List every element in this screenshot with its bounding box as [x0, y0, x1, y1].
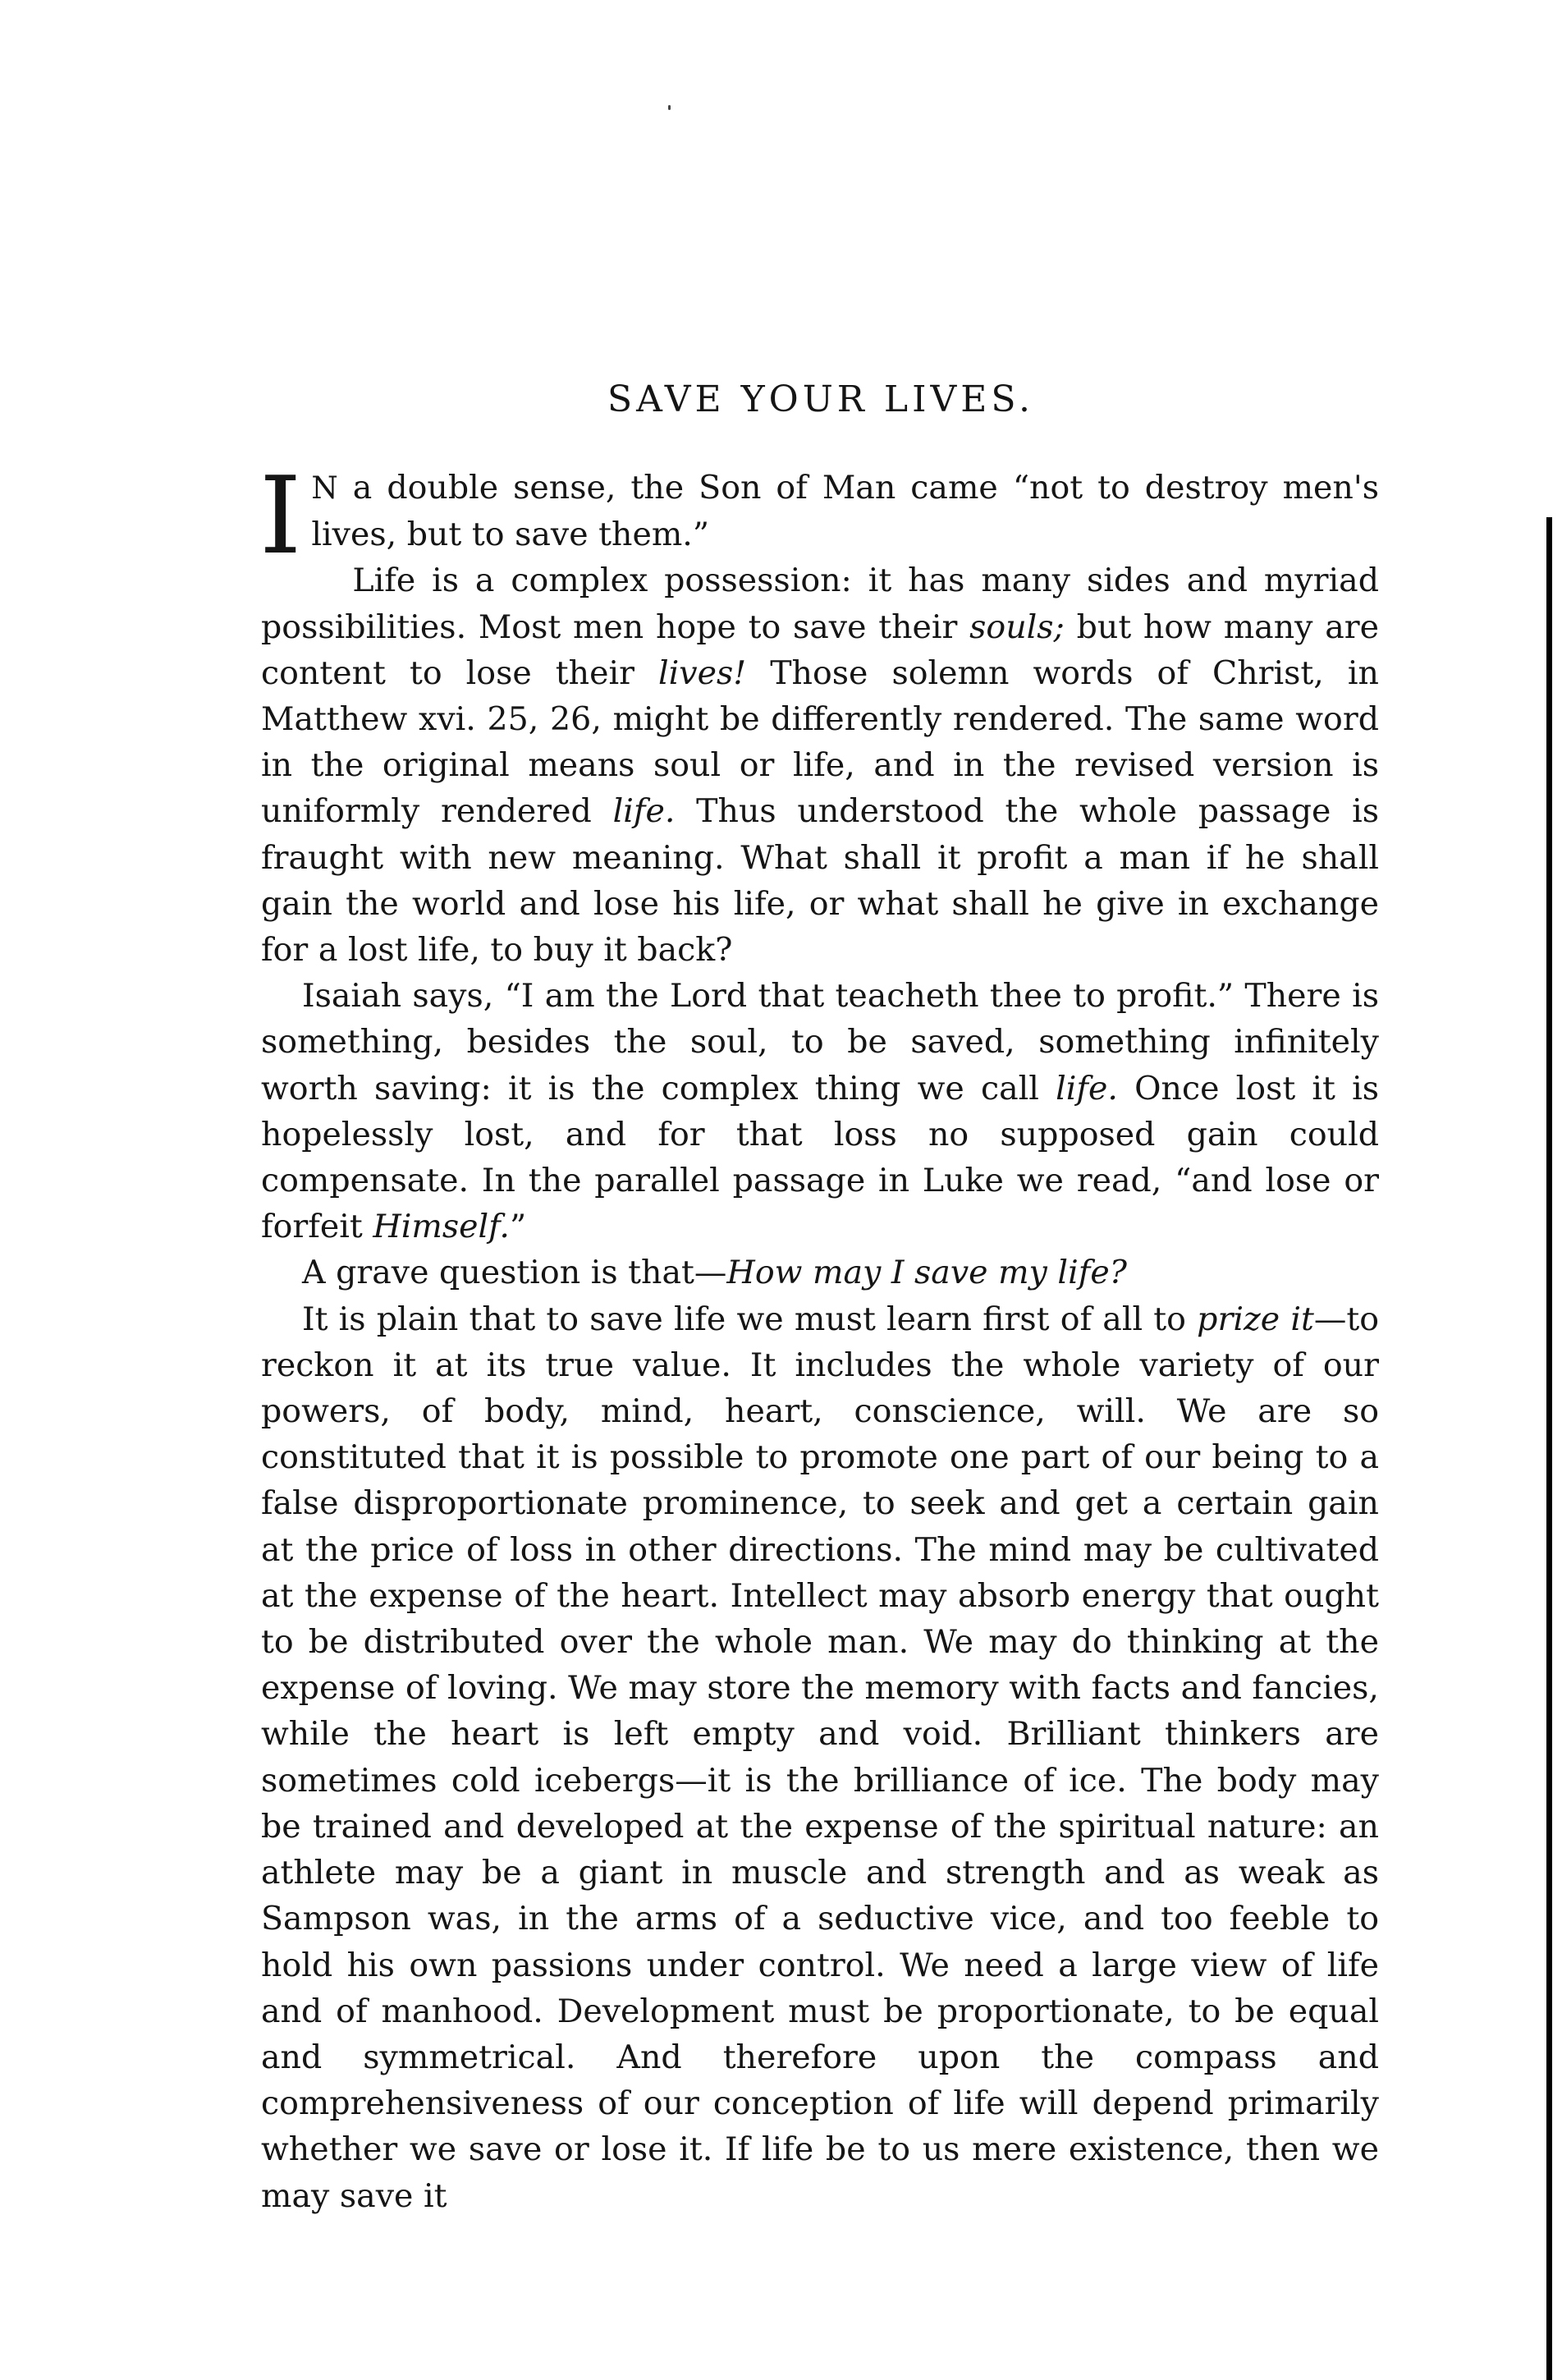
- paragraph-5: [261, 1296, 1379, 2219]
- print-speck: [668, 105, 671, 110]
- italic-run: How may I save my life?: [726, 1254, 1127, 1292]
- chapter-title: SAVE YOUR LIVES.: [607, 378, 1034, 420]
- text-run: Those solemn words of Christ, in Matthew xvi. 25, 26, might be differently rendered. The same word in the original means soul or life, and in the revised version is uniformly rendered: [261, 653, 1379, 831]
- page-edge-shadow: [1546, 517, 1552, 2380]
- text-run: but how many are content to lose their: [261, 608, 1380, 692]
- text-run: A grave question is that—: [302, 1254, 727, 1292]
- small-caps-lead: N: [311, 470, 338, 506]
- text-run: It is plain that to save life we must learn first of all to: [302, 1300, 1198, 1338]
- italic-run: Himself.: [373, 1208, 510, 1246]
- italic-run: souls;: [969, 608, 1065, 646]
- body-text: [259, 453, 1380, 2219]
- text-run: Life is a complex possession: it has many sides and myriad possibilities. Most men hope to save their: [261, 562, 1379, 646]
- italic-run: life.: [1056, 1069, 1118, 1107]
- text-run: Once lost it is hopelessly lost, and for that loss no supposed gain could compensate. In the parallel passage in Luke we read, “and lose or forfeit: [261, 1069, 1379, 1246]
- text-run: —to reckon it at its true value. It includes the whole variety of our powers, of body, mind, heart, conscience, will. We are so constituted that it is possible to promote one part of our being to a false disproportionate prominence, to seek and get a certain gain at the price of loss in other directions. The mind may be cultivated at the expense of the heart. Intellect may absorb energy that ought to be distributed over the whole man. We may do thinking at the expense of loving. We may store the memory with facts and fancies, while the heart is left empty and void. Brilliant thinkers are sometimes cold icebergs—it is the brilliance of ice. The body may be trained and developed at the expense of the spiritual nature: an athlete may be a giant in muscle and strength and as weak as Sampson was, in the arms of a seductive vice, and too feeble to hold his own passions under control. We need a large view of life and of manhood. Development must be proportionate, to be equal and symmetrical. And therefore upon the compass and comprehensiveness of our conception of life will depend primarily whether we save or lose it. If life be to us mere existence, then we may save it: [261, 1300, 1379, 2215]
- paragraph-1-text: a double sense, the Son of Man came “not to destroy men's lives, but to save them.”: [311, 469, 1379, 554]
- italic-run: prize it: [1197, 1300, 1314, 1338]
- paragraph-4: [261, 1250, 1379, 1295]
- italic-run: life.: [612, 792, 676, 831]
- paragraph-2: [261, 557, 1379, 973]
- text-run: ”: [509, 1208, 527, 1246]
- paragraph-1: [259, 453, 1379, 578]
- italic-run: lives!: [658, 653, 747, 692]
- text-run: Thus understood the whole passage is fraught with new meaning. What shall it profit a man if he shall gain the world and lose his life, or what shall he give in exchange for a lost life, to buy it back?: [261, 792, 1380, 970]
- drop-cap: I: [259, 453, 302, 578]
- text-run: Isaiah says, “I am the Lord that teacheth thee to profit.” There is something, besides the soul, to be saved, something infinitely worth saving: it is the complex thing we call: [261, 977, 1379, 1107]
- paragraph-3: [261, 973, 1379, 1250]
